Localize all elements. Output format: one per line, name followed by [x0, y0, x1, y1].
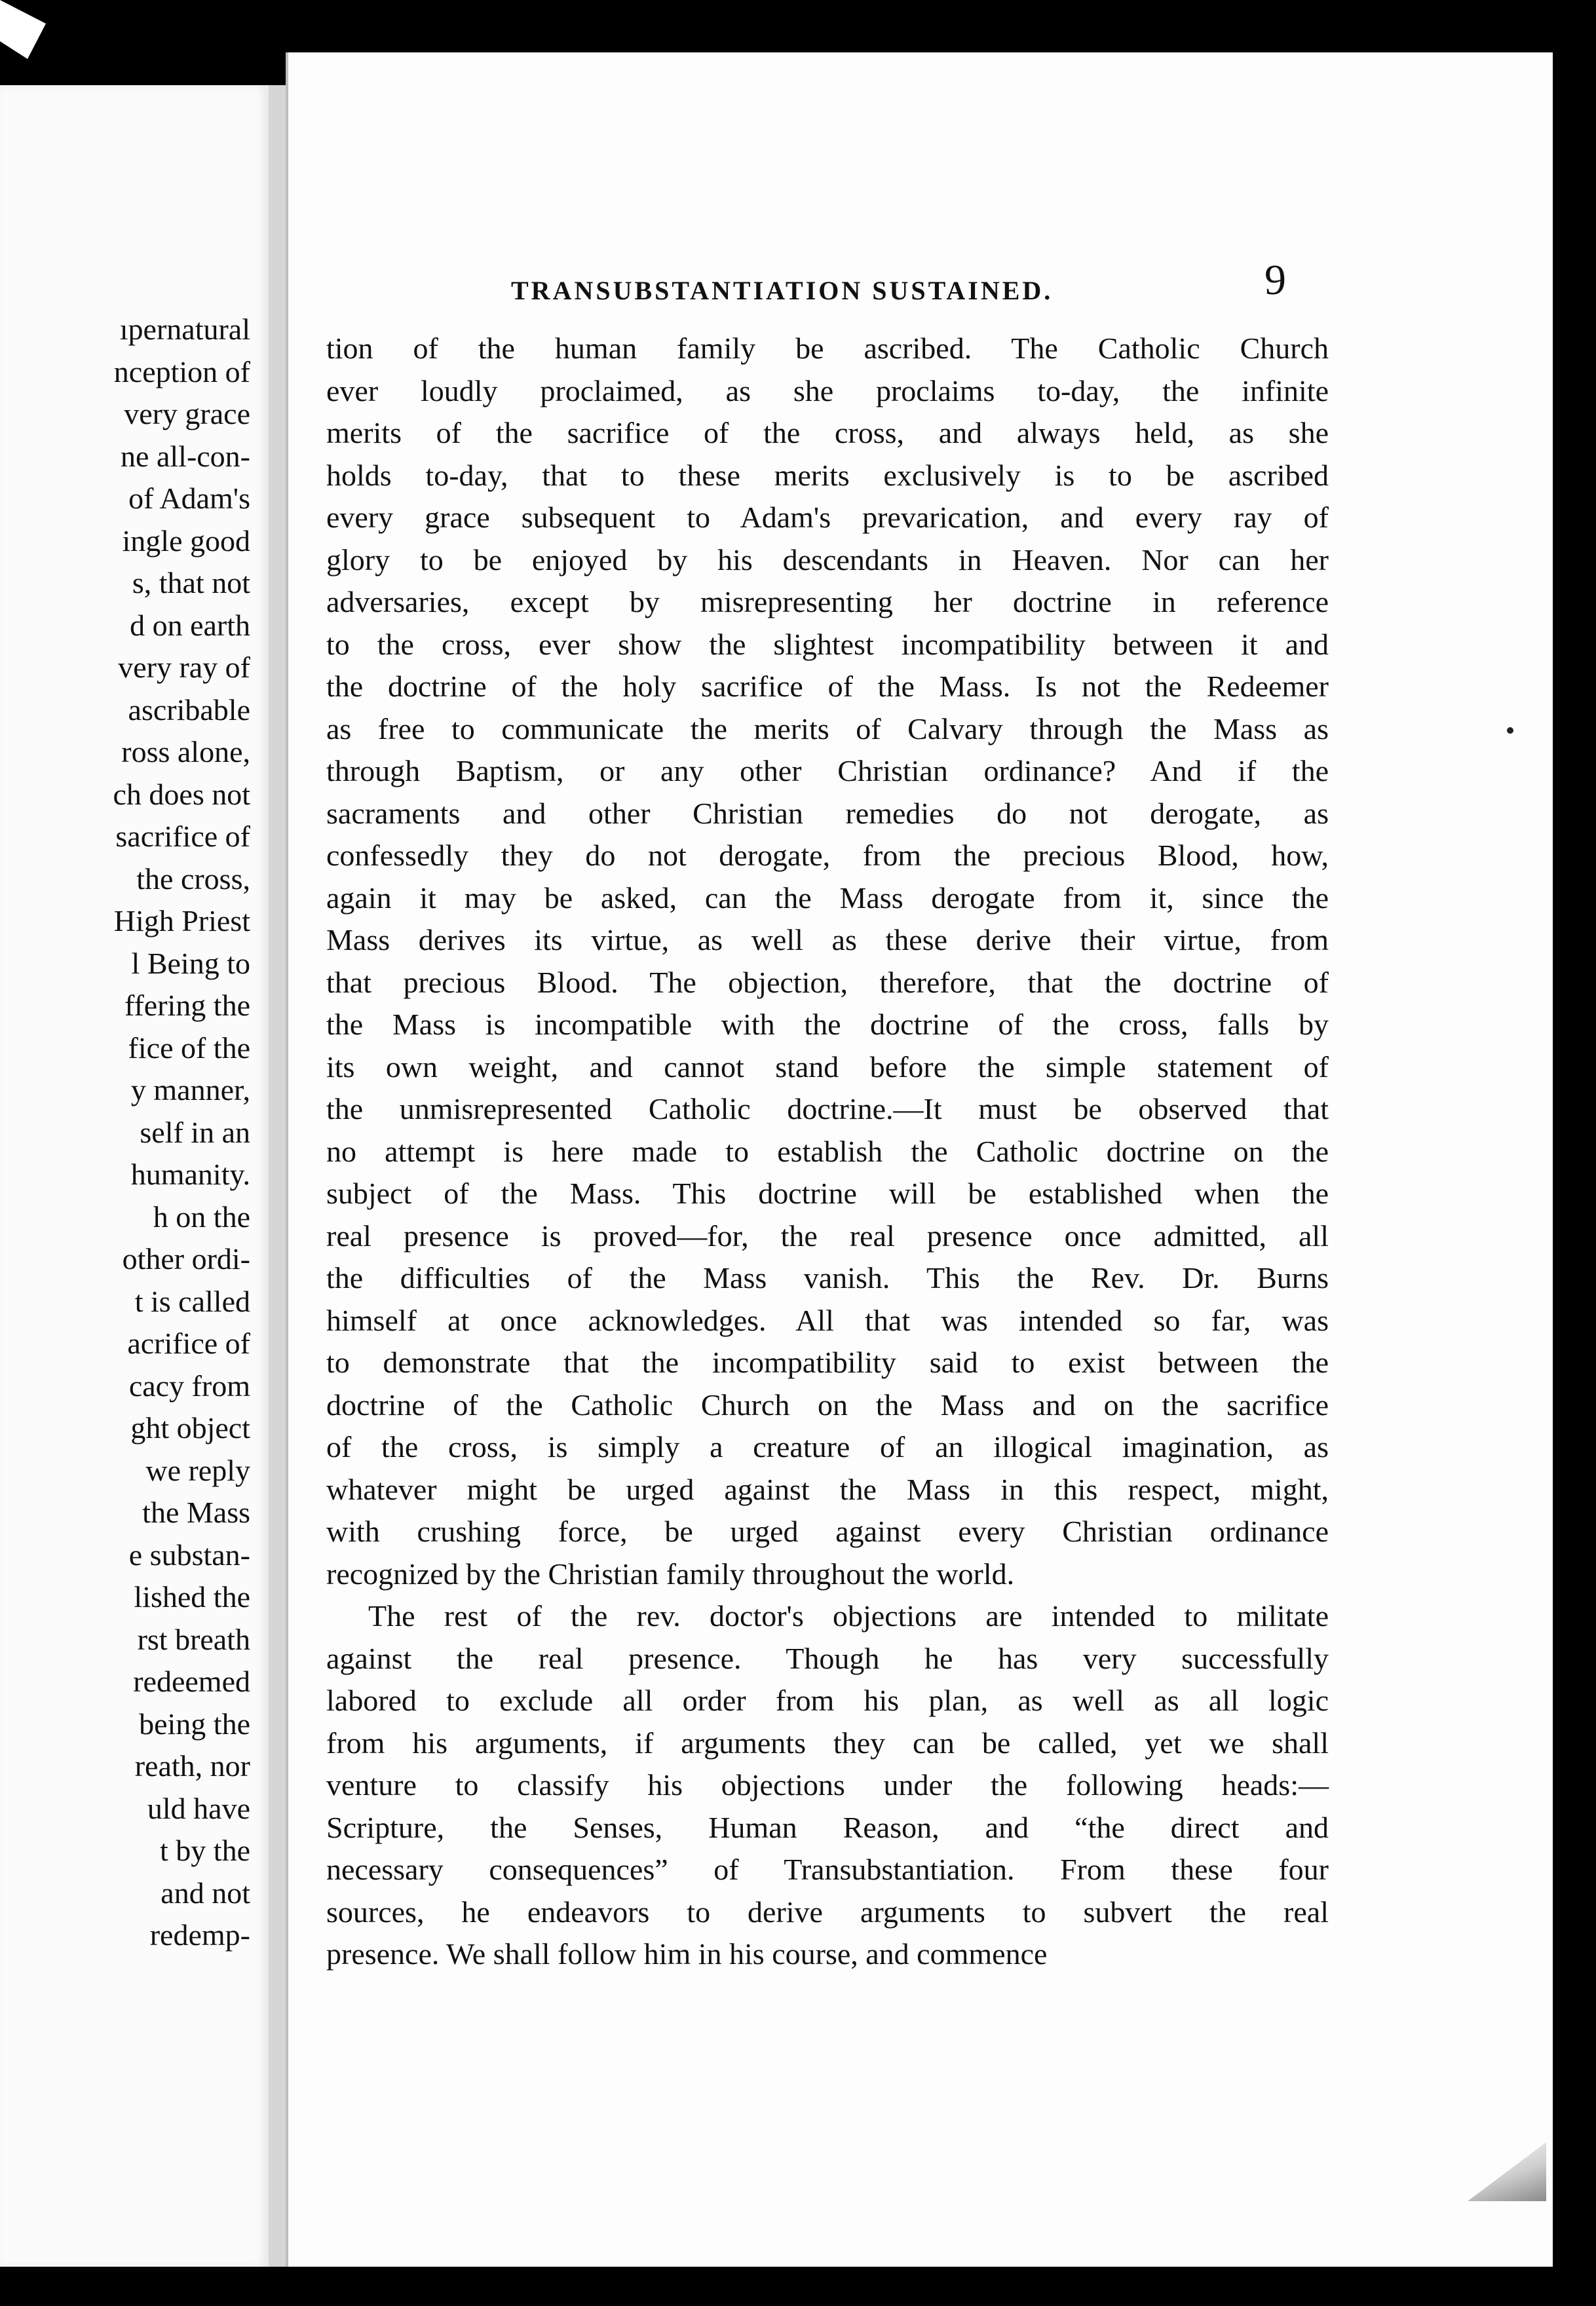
text-line: recognized by the Christian family throughout the world. [326, 1557, 1015, 1591]
text-line: tion of the human family be ascribed. The Catholic Church [326, 331, 1329, 365]
text-line: sources, he endeavors to derive arguments to subvert the real [326, 1895, 1329, 1929]
text-line: Scripture, the Senses, Human Reason, and “the direct and [326, 1810, 1329, 1844]
text-line: whatever might be urged against the Mass in this respect, might, [326, 1472, 1329, 1506]
text-line: adversaries, except by misrepresenting her doctrine in reference [326, 585, 1329, 618]
text-line: with crushing force, be urged against every Christian ordinance [326, 1515, 1329, 1548]
text-line: that precious Blood. The objection, therefore, that the doctrine of [326, 965, 1329, 999]
left-page-line: and not [161, 1876, 250, 1910]
text-line: ever loudly proclaimed, as she proclaims to-day, the infinite [326, 373, 1329, 407]
page-number: 9 [1264, 256, 1286, 304]
left-page-line: being the [139, 1707, 250, 1741]
text-line: its own weight, and cannot stand before the simple statement of [326, 1049, 1329, 1084]
text-line: The rest of the rev. doctor's objections are intended to militate [368, 1599, 1329, 1633]
text-line: presence. We shall follow him in his course, and commence [326, 1937, 1048, 1971]
left-page-line: humanity. [130, 1158, 250, 1191]
left-page-line: lished the [134, 1580, 250, 1614]
left-page-line: ascribable [128, 692, 250, 727]
text-line: Mass derives its virtue, as well as these derive their virtue, from [326, 923, 1329, 956]
left-page-line: very ray of [118, 651, 250, 684]
left-page-line: reath, nor [134, 1749, 250, 1783]
left-page-line: ffering the [124, 989, 250, 1022]
left-page-line: uld have [147, 1791, 250, 1825]
left-page-line: rst breath [137, 1622, 250, 1656]
left-page-line: fice of the [128, 1030, 250, 1065]
text-line: labored to exclude all order from his plan, as well as all logic [326, 1684, 1329, 1717]
left-page-line: self in an [140, 1115, 250, 1149]
left-page-line: acrifice of [127, 1327, 250, 1360]
left-page-line: of Adam's [128, 482, 250, 515]
text-line: from his arguments, if arguments they can be called, yet we shall [326, 1726, 1329, 1760]
text-line: no attempt is here made to establish the Catholic doctrine on the [326, 1134, 1329, 1168]
text-line: the doctrine of the holy sacrifice of the Mass. Is not the Redeemer [326, 670, 1329, 703]
left-page-line: cacy from [128, 1369, 250, 1403]
text-line: the unmisrepresented Catholic doctrine.—It must be observed that [326, 1092, 1329, 1125]
text-line: merits of the sacrifice of the cross, and always held, as she [326, 416, 1329, 449]
text-line: real presence is proved—for, the real presence once admitted, all [326, 1219, 1329, 1253]
text-line: again it may be asked, can the Mass derogate from it, since the [326, 880, 1329, 915]
left-page-line: nception of [113, 354, 250, 388]
left-page-line: sacrifice of [115, 820, 250, 853]
left-page-line: ingle good [122, 523, 250, 558]
left-page-line: h on the [153, 1200, 250, 1234]
left-page-line: other ordi- [122, 1242, 250, 1276]
left-page-line: y manner, [130, 1073, 250, 1106]
right-page [286, 52, 1553, 2267]
text-line: sacraments and other Christian remedies do not derogate, as [326, 796, 1329, 830]
text-line: himself at once acknowledges. All that was intended so far, was [326, 1303, 1329, 1337]
text-line: the difficulties of the Mass vanish. This the Rev. Dr. Burns [326, 1261, 1329, 1295]
text-line: necessary consequences” of Transubstantiation. From these four [326, 1853, 1329, 1886]
left-page-line: ne all-con- [121, 439, 250, 473]
text-line: every grace subsequent to Adam's prevarication, and every ray of [326, 501, 1329, 534]
left-page-line: ıpernatural [119, 312, 250, 346]
text-line: subject of the Mass. This doctrine will be established when the [326, 1177, 1329, 1210]
left-page-line: the cross, [136, 861, 250, 896]
text-line: of the cross, is simply a creature of an illogical imagination, as [326, 1430, 1329, 1464]
left-page-line: the Mass [142, 1496, 250, 1529]
scan-artifact [0, 0, 46, 59]
text-line: glory to be enjoyed by his descendants in Heaven. Nor can her [326, 542, 1329, 576]
left-page-line: t is called [134, 1284, 250, 1318]
text-line: through Baptism, or any other Christian ordinance? And if the [326, 754, 1329, 787]
left-facing-page [0, 85, 286, 2267]
left-page-line: s, that not [132, 566, 250, 599]
text-line: against the real presence. Though he has very successfully [326, 1641, 1329, 1675]
left-page-line: t by the [160, 1834, 250, 1867]
left-page-line: redeemed [133, 1665, 250, 1698]
text-line: holds to-day, that to these merits exclusively is to be ascribed [326, 458, 1329, 492]
text-line: confessedly they do not derogate, from the precious Blood, how, [326, 839, 1329, 872]
text-line: doctrine of the Catholic Church on the Mass and on the sacrifice [326, 1388, 1329, 1422]
left-page-line: ross alone, [121, 735, 250, 768]
left-page-line: very grace [124, 397, 250, 430]
text-line: to demonstrate that the incompatibility said to exist between the [326, 1346, 1329, 1379]
left-page-line: redemp- [149, 1918, 250, 1952]
body-text [326, 328, 1329, 1976]
left-page-line: d on earth [130, 608, 250, 642]
text-line: as free to communicate the merits of Calvary through the Mass as [326, 711, 1329, 746]
text-line: venture to classify his objections under the following heads:— [326, 1768, 1329, 1802]
text-line: to the cross, ever show the slightest incompatibility between it and [326, 627, 1329, 661]
left-page-line: ch does not [113, 777, 250, 811]
running-header: TRANSUBSTANTIATION SUSTAINED. [511, 276, 1054, 305]
ink-speck [1507, 727, 1513, 734]
left-page-line: ght object [130, 1411, 250, 1445]
text-line: the Mass is incompatible with the doctrine of the cross, falls by [326, 1008, 1329, 1041]
left-page-line: e substan- [128, 1538, 250, 1572]
left-page-line: l Being to [131, 946, 250, 980]
left-page-line: High Priest [113, 904, 250, 937]
left-page-line: we reply [145, 1453, 250, 1487]
